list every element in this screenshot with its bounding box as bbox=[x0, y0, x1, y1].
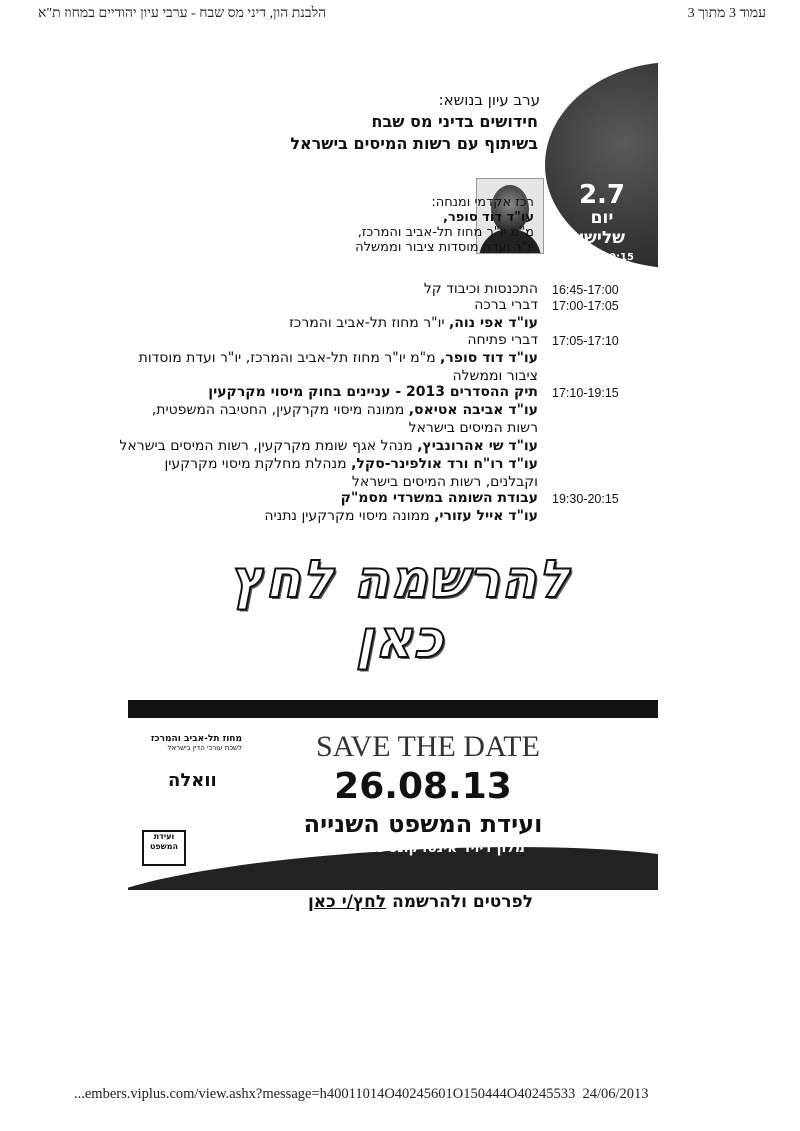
agenda-time: 17:00-17:05 bbox=[552, 299, 619, 313]
event-date: 2.7 bbox=[578, 180, 626, 210]
event-day: שלישי bbox=[578, 228, 626, 248]
details-registration bbox=[308, 892, 533, 912]
agenda-line: עו"ד אביבה אטיאס, ממונה מיסוי מקרקעין, החטיבה המשפטית, bbox=[151, 402, 538, 418]
agenda-line: תיק ההסדרים 2013 - עניינים בחוק מיסוי מקרקעין bbox=[208, 384, 538, 400]
conference-logo: ועידת המשפט bbox=[142, 830, 186, 866]
agenda-line: עו"ד אייל עזורי, ממונה מיסוי מקרקעין נתניה bbox=[264, 508, 538, 524]
details-text: לפרטים ולהרשמה bbox=[386, 892, 533, 912]
page-number: עמוד 3 מתוך 3 bbox=[687, 6, 766, 21]
agenda-line: ציבור וממשלה bbox=[452, 368, 538, 384]
footer-date: 24/06/2013 bbox=[582, 1086, 649, 1102]
details-link[interactable]: לחץ/י כאן bbox=[307, 892, 387, 912]
save-the-date-banner[interactable] bbox=[128, 700, 658, 890]
banner-venue: מלון דיויד אינטרקונטיננטל ת"א bbox=[321, 840, 525, 856]
host-title-2: יו"ר ועדת מוסדות ציבור וממשלה bbox=[355, 240, 534, 255]
topic-intro: ערב עיון בנושא: bbox=[438, 91, 540, 109]
agenda-line: עו"ד רו"ח ורד אולפינר-סקל, מנהלת מחלקת מיסוי מקרקעין bbox=[164, 456, 538, 472]
walla-logo: וואלה bbox=[168, 770, 217, 791]
banner-date: 26.08.13 bbox=[334, 766, 512, 807]
register-link[interactable]: להרשמה לחץ כאן bbox=[229, 550, 571, 670]
agenda-line: דברי פתיחה bbox=[467, 332, 538, 348]
footer-url: ...embers.viplus.com/view.ashx?message=h40011014O40245601O150444O40245533 bbox=[74, 1086, 576, 1102]
banner-title: ועידת המשפט השנייה bbox=[303, 810, 543, 838]
agenda-line: עו"ד דוד סופר, מ"מ יו"ר מחוז תל-אביב והמרכז, יו"ר ועדת מוסדות bbox=[138, 350, 538, 366]
agenda-time: 19:30-20:15 bbox=[552, 492, 619, 506]
event-subtitle: בשיתוף עם רשות המיסים בישראל bbox=[290, 134, 538, 153]
event-title: חידושים בדיני מס שבח bbox=[371, 112, 538, 131]
agenda-line: רשות המיסים בישראל bbox=[408, 420, 538, 436]
print-footer bbox=[74, 1086, 649, 1103]
page-source-title: הלבנת הון, דיני מס שבח - ערבי עיון יהודיים במחוז ת"א bbox=[38, 6, 327, 21]
host-title-1: מ"מ יו"ר מחוז תל-אביב והמרכז, bbox=[357, 225, 534, 240]
agenda-line: התכנסות וכיבוד קל bbox=[423, 281, 538, 297]
date-badge bbox=[545, 62, 658, 268]
event-time: 16:45-20:15 bbox=[566, 252, 634, 263]
event-day-label: יום bbox=[590, 208, 614, 228]
agenda-line: עו"ד אפי נוה, יו"ר מחוז תל-אביב והמרכז bbox=[289, 315, 538, 331]
agenda-time: 17:05-17:10 bbox=[552, 334, 619, 348]
host-name: עו"ד דוד סופר, bbox=[443, 210, 534, 225]
save-the-date-heading: SAVE THE DATE bbox=[316, 730, 540, 763]
agenda-line: וקבלנים, רשות המיסים בישראל bbox=[351, 474, 538, 490]
host-role: רכז אקדמי ומנחה: bbox=[431, 195, 534, 210]
agenda-time: 17:10-19:15 bbox=[552, 386, 619, 400]
bar-association-logo: מחוז תל-אביב והמרכז לשכת עורכי הדין בישראל bbox=[150, 734, 242, 752]
agenda-line: דברי ברכה bbox=[474, 297, 538, 313]
agenda-line: עבודת השומה במשרדי מסמ"ק bbox=[340, 490, 538, 506]
agenda-line: עו"ד שי אהרונביץ, מנהל אגף שומת מקרקעין, רשות המיסים בישראל bbox=[119, 438, 538, 454]
agenda-time: 16:45-17:00 bbox=[552, 283, 619, 297]
